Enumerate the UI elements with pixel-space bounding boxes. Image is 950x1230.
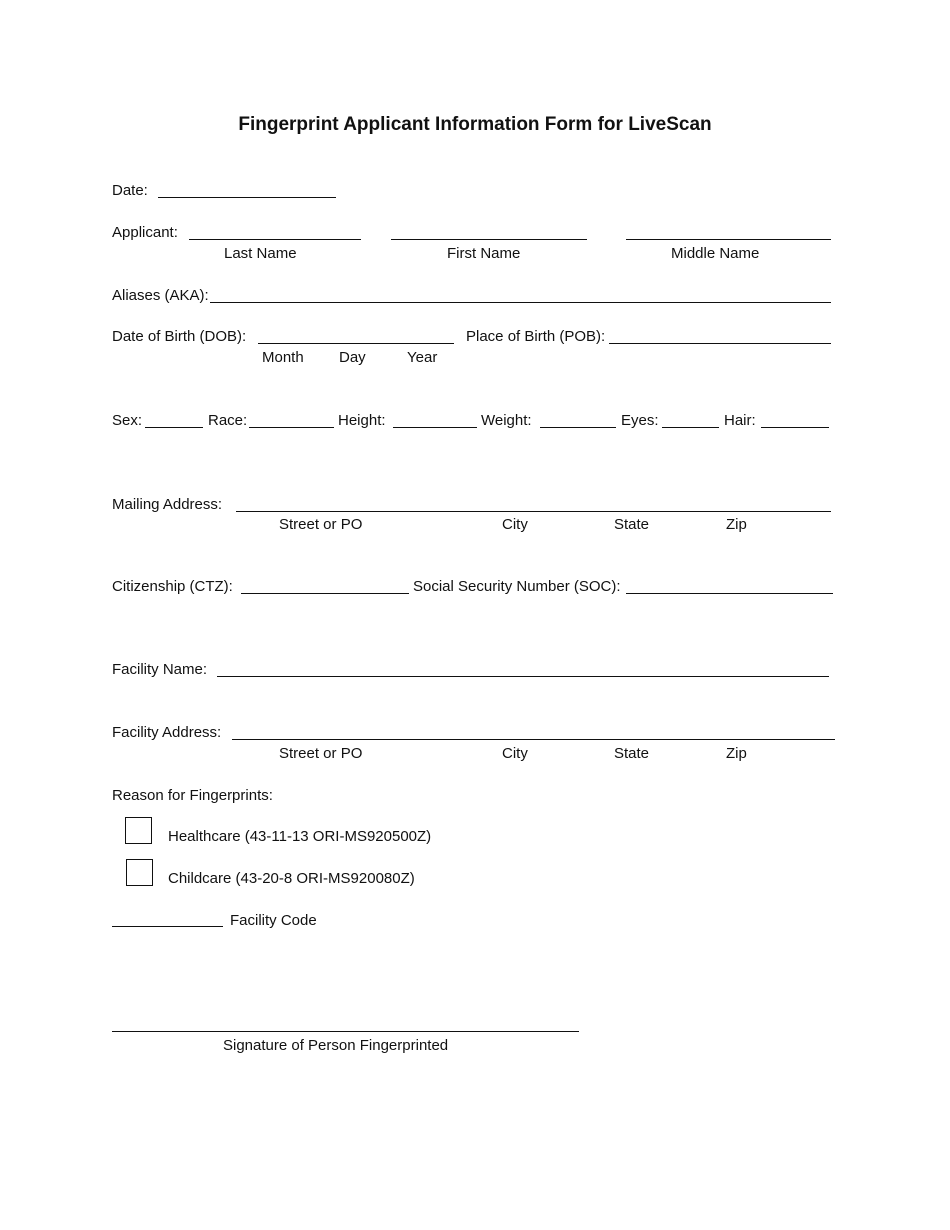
race-label: Race: [208,412,248,429]
sex-field[interactable] [145,427,203,428]
facility-name-label: Facility Name: [112,661,208,678]
childcare-option-label: Childcare (43-20-8 ORI-MS920080Z) [168,870,415,887]
mailing-address-field[interactable] [236,511,831,512]
signature-field[interactable] [112,1031,579,1032]
race-field[interactable] [249,427,334,428]
facility-zip-caption: Zip [726,745,747,762]
mailing-state-caption: State [614,516,650,533]
mailing-city-caption: City [502,516,528,533]
dob-day-caption: Day [339,349,366,366]
date-label: Date: [112,182,148,199]
hair-field[interactable] [761,427,829,428]
childcare-checkbox[interactable] [126,859,153,886]
page-title: Fingerprint Applicant Information Form for LiveScan [238,114,712,135]
date-field[interactable] [158,197,336,198]
mailing-address-label: Mailing Address: [112,496,223,513]
height-label: Height: [338,412,386,429]
healthcare-option-label: Healthcare (43-11-13 ORI-MS920500Z) [168,828,432,845]
facility-street-caption: Street or PO [279,745,363,762]
citizenship-field[interactable] [241,593,409,594]
facility-code-label: Facility Code [230,912,317,929]
middle-name-field[interactable] [626,239,831,240]
mailing-zip-caption: Zip [726,516,747,533]
weight-label: Weight: [481,412,532,429]
facility-name-field[interactable] [217,676,829,677]
pob-field[interactable] [609,343,831,344]
ssn-label: Social Security Number (SOC): [413,578,621,595]
first-name-field[interactable] [391,239,587,240]
ssn-field[interactable] [626,593,833,594]
eyes-label: Eyes: [621,412,659,429]
last-name-caption: Last Name [224,245,297,262]
signature-caption: Signature of Person Fingerprinted [223,1037,449,1054]
hair-label: Hair: [724,412,756,429]
last-name-field[interactable] [189,239,361,240]
dob-field[interactable] [258,343,454,344]
eyes-field[interactable] [662,427,719,428]
aliases-label: Aliases (AKA): [112,287,209,304]
applicant-label: Applicant: [112,224,178,241]
pob-label: Place of Birth (POB): [466,328,606,345]
facility-address-label: Facility Address: [112,724,222,741]
mailing-street-caption: Street or PO [279,516,363,533]
facility-city-caption: City [502,745,528,762]
facility-code-field[interactable] [112,926,223,927]
dob-year-caption: Year [407,349,438,366]
facility-state-caption: State [614,745,650,762]
dob-month-caption: Month [262,349,304,366]
aliases-field[interactable] [210,302,831,303]
facility-address-field[interactable] [232,739,835,740]
citizenship-label: Citizenship (CTZ): [112,578,233,595]
healthcare-checkbox[interactable] [125,817,152,844]
reason-label: Reason for Fingerprints: [112,787,273,804]
first-name-caption: First Name [447,245,521,262]
height-field[interactable] [393,427,477,428]
dob-label: Date of Birth (DOB): [112,328,247,345]
sex-label: Sex: [112,412,143,429]
weight-field[interactable] [540,427,616,428]
middle-name-caption: Middle Name [671,245,760,262]
